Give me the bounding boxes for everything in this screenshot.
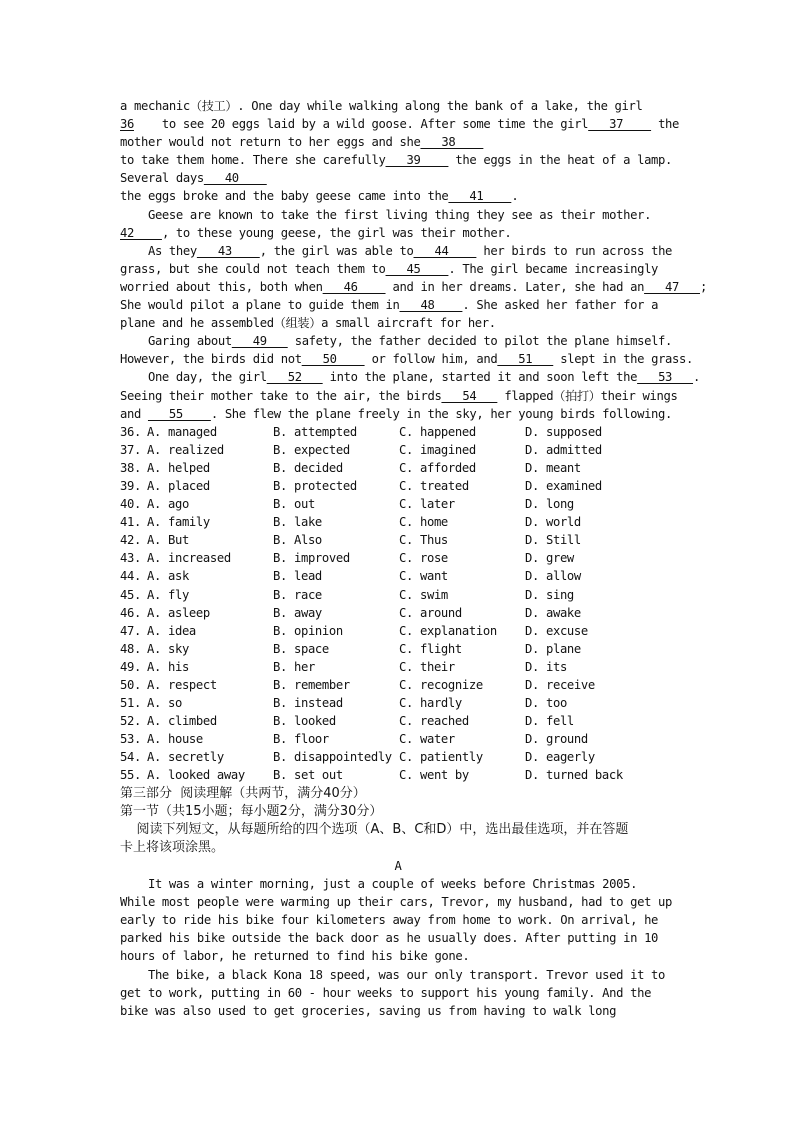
option-d: D. admitted [525,442,602,457]
question-number: 40. [120,497,141,512]
option-b: B. opinion [273,623,343,638]
blank-50: 50 [301,352,365,367]
passage-line: parked his bike outside the back door as he usually does. After putting in 10 [120,931,659,946]
document-page [120,97,707,1020]
option-c: C. want [399,569,448,584]
option-b: B. expected [273,442,350,457]
blank-42: 42 [120,225,162,240]
option-row [120,694,676,712]
option-d: D. meant [525,460,581,475]
option-b: B. space [273,641,329,656]
blank-52: 52 [266,370,323,385]
option-c: C. Thus [399,533,448,548]
option-d: D. awake [525,605,581,620]
option-a: A. respect [147,678,217,692]
question-number: 37. [120,442,141,457]
option-row [120,441,676,459]
blank-39: 39 [385,153,449,168]
option-row [120,730,676,748]
blank-51: 51 [497,352,554,367]
question-number: 52. [120,714,141,729]
passage-line: 42 , to these young geese, the girl was their mother. [120,225,512,240]
option-row [120,586,676,604]
option-b: B. instead [273,696,343,711]
option-c: C. happened [399,424,476,439]
question-number: 47. [120,623,141,638]
option-a: A. placed [147,478,210,493]
part-title: 第三部分 阅读理解（共两节，满分40分） [120,785,366,801]
question-number: 46. [120,605,141,620]
option-a: A. ask [147,569,189,584]
option-b: B. attempted [273,424,357,439]
option-b: B. floor [273,732,329,747]
option-row [120,766,676,784]
question-number: 53. [120,732,141,747]
option-a: A. helped [147,460,210,475]
option-row [120,640,676,658]
option-d: D. allow [525,569,581,584]
blank-54: 54 [441,388,498,403]
cloze-passage [120,97,707,423]
instruction-line: 卡上将该项涂黑。 [120,839,225,855]
passage-line: and 55 . She flew the plane freely in the sky, her young birds following. [120,406,673,421]
option-d: D. turned back [525,768,623,783]
option-d: D. plane [525,641,581,656]
blank-47: 47 [644,279,700,294]
question-number: 55. [120,768,141,783]
option-a: A. secretly [147,750,224,765]
option-row [120,531,676,549]
option-c: C. their [399,659,455,674]
option-c: C. water [399,732,455,747]
option-a: A. so [147,696,182,711]
passage-line: Garing about 49 safety, the father decided to pilot the plane himself. [120,334,673,349]
option-b: B. disappointedly [273,750,392,765]
option-row [120,676,676,694]
option-b: B. looked [273,714,336,729]
blank-53: 53 [637,370,694,385]
passage-line: the eggs broke and the baby geese came into the 41 . [120,189,519,204]
passage-line: a mechanic（技工）. One day while walking along the bank of a lake, the girl [120,99,643,113]
option-row [120,567,676,585]
passage-letter: A [394,858,402,873]
passage-line: One day, the girl 52 into the plane, started it and soon left the 53 . [120,370,701,385]
option-b: B. set out [273,768,343,783]
option-a: A. climbed [147,714,217,729]
question-number: 50. [120,678,141,692]
blank-40: 40 [203,171,267,186]
option-b: B. protected [273,478,357,493]
passage-line: bike was also used to get groceries, saving us from having to walk long [120,1003,617,1018]
passage-line: As they 43 , the girl was able to 44 her birds to run across the [120,243,673,258]
instruction-line: 阅读下列短文，从每题所给的四个选项（A、B、C和D）中，选出最佳选项，并在答题 [120,821,629,837]
option-b: B. lake [273,515,322,530]
question-number: 49. [120,659,141,674]
option-d: D. receive [525,678,595,692]
blank-43: 43 [196,243,260,258]
option-b: B. remember [273,678,350,692]
passage-line: plane and he assembled（组装）a small aircraft for her. [120,316,496,331]
reading-passage-a [120,875,676,1020]
option-d: D. too [525,696,567,711]
question-number: 36. [120,424,141,439]
option-c: C. imagined [399,442,476,457]
passage-line: 36 to see 20 eggs laid by a wild goose. After some time the girl 37 the [120,117,680,132]
passage-line: hours of labor, he returned to find his bike gone. [120,949,470,964]
option-b: B. race [273,587,322,602]
passage-line: mother would not return to her eggs and she 38 [120,135,484,150]
option-c: C. swim [399,587,448,602]
option-d: D. Still [525,533,581,548]
passage-line: It was a winter morning, just a couple of weeks before Christmas 2005. [120,877,638,892]
option-c: C. reached [399,714,469,729]
question-number: 42. [120,533,141,548]
blank-55: 55 [147,406,211,421]
option-c: C. afforded [399,460,476,475]
passage-line: Seeing their mother take to the air, the birds 54 flapped（拍打）their wings [120,388,678,403]
option-c: C. around [399,605,462,620]
option-row [120,513,676,531]
option-row [120,459,676,477]
option-d: D. examined [525,478,602,493]
option-b: B. out [273,497,315,512]
option-c: C. rose [399,551,448,566]
option-a: A. managed [147,424,217,439]
passage-line: worried about this, both when 46 and in her dreams. Later, she had an 47 ; [120,279,707,294]
blank-44: 44 [413,243,477,258]
answer-options [120,423,676,785]
option-d: D. fell [525,714,574,729]
option-a: A. house [147,732,203,747]
option-row [120,712,676,730]
option-c: C. went by [399,768,469,783]
passage-line: However, the birds did not 50 or follow him, and 51 slept in the grass. [120,352,694,367]
option-row [120,477,676,495]
option-a: A. realized [147,442,224,457]
option-c: C. patiently [399,750,483,765]
option-d: D. supposed [525,424,602,439]
passage-line: While most people were warming up their cars, Trevor, my husband, had to get up [120,895,673,910]
question-number: 43. [120,551,141,566]
option-row [120,549,676,567]
option-d: D. grew [525,551,574,566]
option-row [120,495,676,513]
option-row [120,658,676,676]
option-b: B. away [273,605,322,620]
option-d: D. excuse [525,623,588,638]
option-d: D. ground [525,732,588,747]
subsection-title: 第一节（共15小题；每小题2分，满分30分） [120,803,383,819]
option-a: A. idea [147,623,196,638]
option-d: D. eagerly [525,750,595,765]
option-c: C. flight [399,641,462,656]
question-number: 44. [120,569,141,584]
question-number: 48. [120,641,141,656]
option-a: A. ago [147,497,189,512]
option-row [120,423,676,441]
option-a: A. sky [147,641,189,656]
option-a: A. family [147,515,210,530]
blank-41: 41 [448,189,512,204]
option-b: B. improved [273,551,350,566]
question-number: 51. [120,696,141,711]
passage-line: early to ride his bike four kilometers away from home to work. On arrival, he [120,913,659,928]
passage-line: to take them home. There she carefully 39 the eggs in the heat of a lamp. [120,153,673,168]
option-a: A. looked away [147,768,245,783]
blank-36: 36 [120,117,134,132]
option-a: A. his [147,659,189,674]
passage-line: The bike, a black Kona 18 speed, was our only transport. Trevor used it to [120,967,666,982]
passage-line: get to work, putting in 60 - hour weeks to support his young family. And the [120,985,652,1000]
option-b: B. her [273,659,315,674]
option-a: A. increased [147,551,231,566]
option-d: D. its [525,659,567,674]
option-c: C. explanation [399,623,497,638]
question-number: 38. [120,460,141,475]
option-b: B. decided [273,460,343,475]
option-c: C. home [399,515,448,530]
option-d: D. world [525,515,581,530]
option-c: C. recognize [399,678,483,692]
option-a: A. But [147,533,189,548]
option-row [120,748,676,766]
option-row [120,604,676,622]
option-row [120,622,676,640]
blank-46: 46 [322,279,386,294]
option-c: C. treated [399,478,469,493]
option-c: C. hardly [399,696,462,711]
option-d: D. long [525,497,574,512]
option-a: A. fly [147,587,189,602]
question-number: 41. [120,515,141,530]
blank-45: 45 [385,261,449,276]
option-b: B. Also [273,533,322,548]
passage-line: grass, but she could not teach them to 45 . The girl became increasingly [120,261,659,276]
option-c: C. later [399,497,455,512]
option-a: A. asleep [147,605,210,620]
passage-line: Several days 40 [120,171,267,186]
passage-line: She would pilot a plane to guide them in 48 . She asked her father for a [120,298,659,313]
blank-37: 37 [588,117,652,132]
question-number: 54. [120,750,141,765]
blank-49: 49 [231,334,288,349]
question-number: 39. [120,478,141,493]
blank-48: 48 [399,298,463,313]
option-b: B. lead [273,569,322,584]
question-number: 45. [120,587,141,602]
option-d: D. sing [525,587,574,602]
passage-line: Geese are known to take the first living thing they see as their mother. [120,207,652,222]
blank-38: 38 [420,135,484,150]
